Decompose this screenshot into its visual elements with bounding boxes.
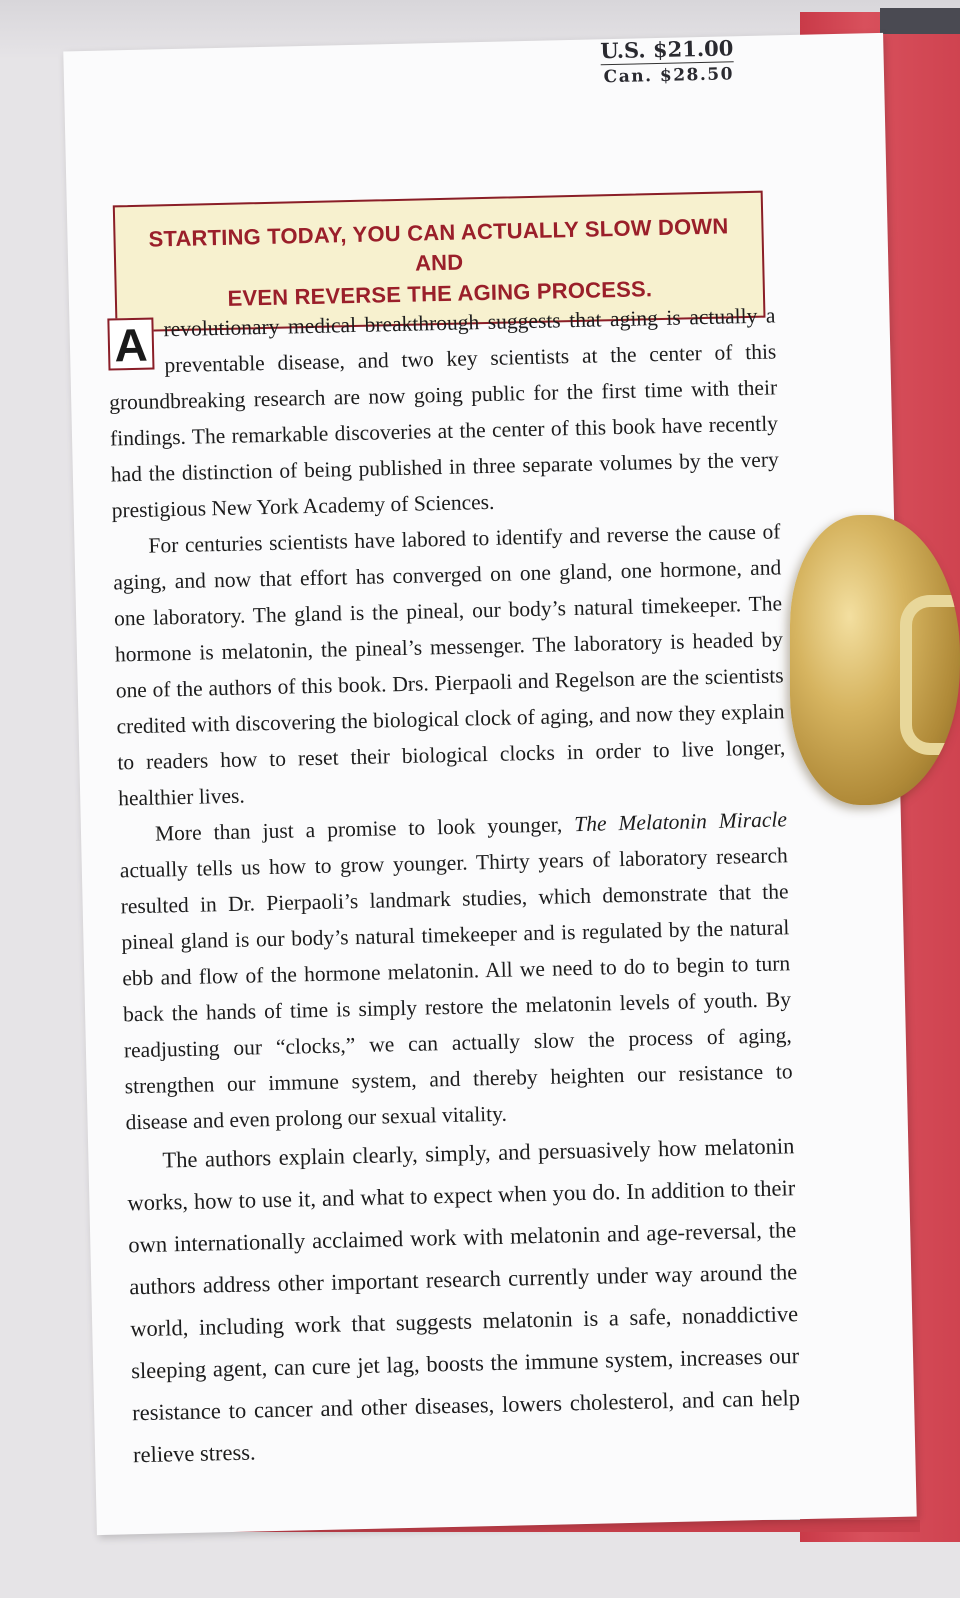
book-title: The Melatonin Miracle: [573, 807, 788, 837]
headline-line-2: EVEN REVERSE THE AGING PROCESS.: [227, 275, 653, 311]
paragraph-3: [119, 801, 794, 1140]
headline-line-1: STARTING TODAY, YOU CAN ACTUALLY SLOW DOWN AND: [148, 213, 729, 276]
paragraph-4: The authors explain clearly, simply, and persuasively how melatonin works, how to use it, and what to expect when you do. In addition to their own internationally acclaimed work with melatonin and age-reversal, the authors address other important research currently under way around the world, including work that suggests melatonin is a safe, nonaddictive sleeping agent, can cure jet lag, boosts the immune system, increases our resistance to cancer and other diseases, lowers cholesterol, and can help relieve stress.: [127, 1133, 801, 1468]
paragraph-3-lead: More than just a promise to look younger,: [154, 812, 563, 846]
drop-cap: A: [107, 318, 154, 371]
price-us: U.S. $21.00: [600, 36, 734, 65]
dust-jacket-flap: [63, 33, 916, 1535]
paragraph-3-text: actually tells us how to grow younger. Thirty years of laboratory research resulted in Dr. Pierpaoli’s landmark studies, which demonstrate that the pineal gland is our body’s natural timekeeper and is regulated by the natural ebb and flow of the hormone melatonin. All we need to do to begin to turn back the hands of time is simply restore the melatonin levels of youth. By readjusting our “clocks,” we can actually slow the process of aging, strengthen our immune system, and thereby heighten our resistance to disease and even prolong our sexual vitality.: [119, 843, 793, 1135]
gold-ornament-loop: [900, 595, 960, 755]
paragraph-1: [107, 297, 780, 528]
paragraph-2: For centuries scientists have labored to identify and reverse the cause of aging, and now that effort has converged on one gland, one hormone, and one laboratory. The gland is the pineal, our body’s natural timekeeper. The hormone is melatonin, the pineal’s messenger. The laboratory is headed by one of the authors of this book. Drs. Pierpaoli and Regelson are the scientists credited with discovering the biological clock of aging, and now they explain to readers how to reset their biological clocks in order to live longer, healthier lives.: [113, 519, 786, 811]
paragraph-1-text: revolutionary medical breakthrough suggests that aging is actually a preventable disease, and two key scientists at the center of this groundbreaking research are now going public for the first time with their findings. The remarkable discoveries at the center of this book have recently had the distinction of being published in three separate volumes by the very prestigious New York Academy of Sciences.: [108, 303, 779, 523]
flap-copy: [107, 297, 801, 1476]
price-block: [600, 36, 734, 88]
book-cover-corner: [880, 8, 960, 34]
price-canada: Can. $28.50: [603, 64, 735, 88]
gold-ornament: [790, 515, 960, 805]
